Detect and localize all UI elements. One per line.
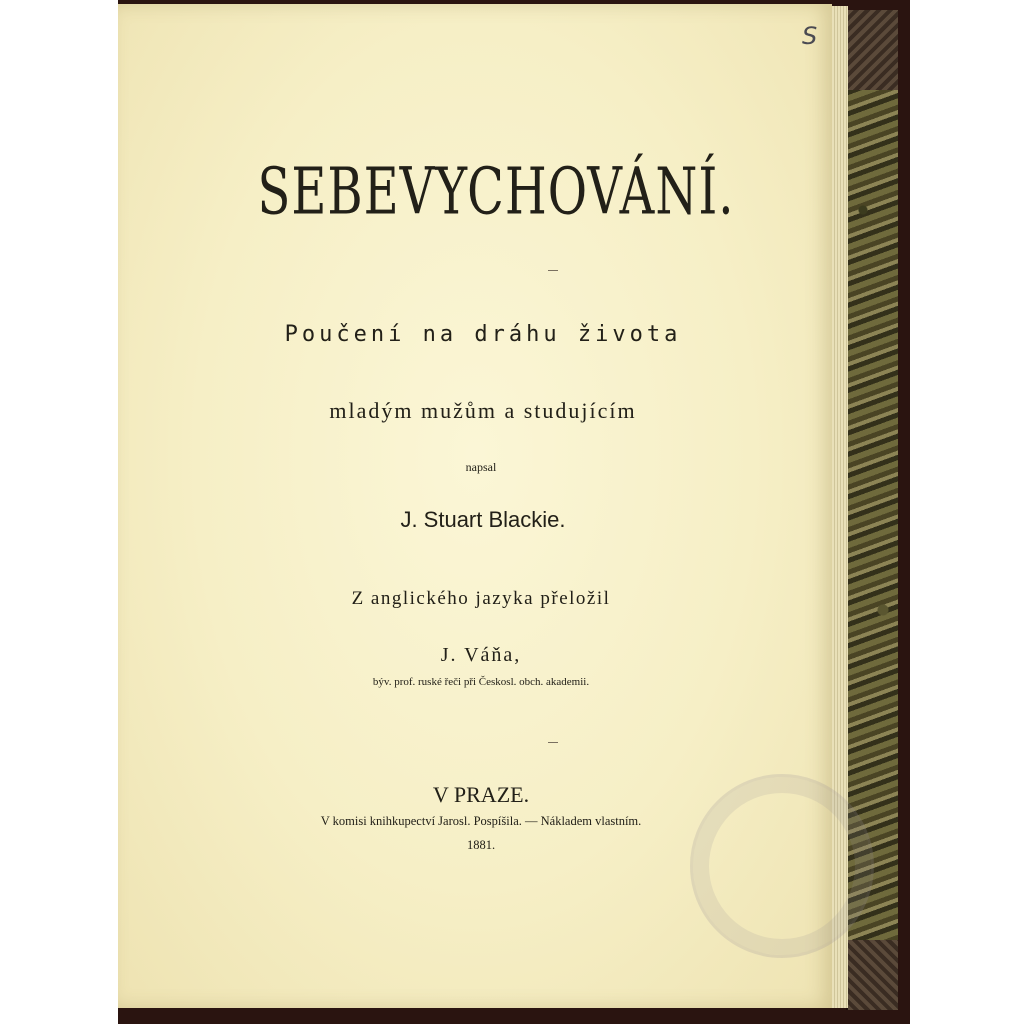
subtitle-line-2: mladým mužům a studujícím <box>329 398 637 423</box>
spine-corner-top <box>848 10 898 90</box>
written-by-label: napsal <box>465 460 497 474</box>
book-title: SEBEVYCHOVÁNÍ. <box>257 154 735 230</box>
publication-place: V PRAZE. <box>432 782 530 807</box>
spine-corner-bottom <box>848 940 898 1010</box>
publisher-line: V komisi knihkupectví Jarosl. Pospíšila. — Nákladem vlastním. <box>320 814 642 828</box>
publication-year: 1881. <box>466 838 496 852</box>
translator-name: J. Váňa, <box>440 644 522 666</box>
translator-note: býv. prof. ruské řeči při Českosl. obch. akademii. <box>372 676 590 688</box>
handwritten-mark: S <box>802 22 818 50</box>
subtitle-line-1: Poučení na dráhu života <box>284 322 682 347</box>
translated-line: Z anglického jazyka přeložil <box>351 588 611 609</box>
author-name: J. Stuart Blackie. <box>400 507 566 532</box>
title-divider <box>548 270 558 271</box>
imprint-divider <box>548 742 558 743</box>
title-page <box>118 4 832 1008</box>
